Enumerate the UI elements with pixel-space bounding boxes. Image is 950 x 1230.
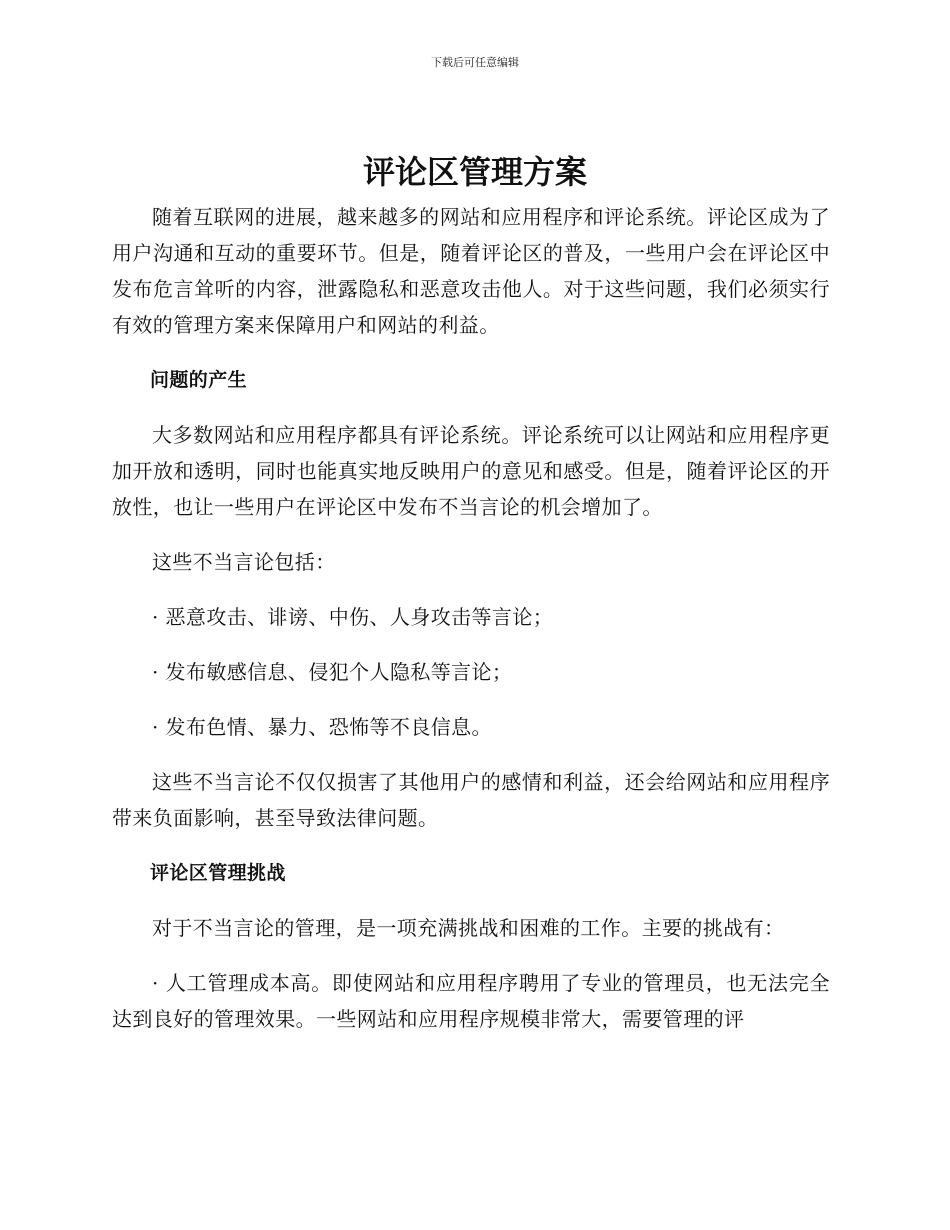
document-body (112, 199, 830, 1037)
intro-paragraph: 随着互联网的进展，越来越多的网站和应用程序和评论系统。评论区成为了用户沟通和互动的重要环节。但是，随着评论区的普及，一些用户会在评论区中发布危言耸听的内容，泄露隐私和恶意攻击他人。对于这些问题，我们必须实行有效的管理方案来保障用户和网站的利益。 (112, 205, 830, 337)
section-heading-challenges: 评论区管理挑战 (150, 862, 286, 884)
header-note: 下载后可任意编辑 (431, 56, 519, 69)
problem-paragraph: 大多数网站和应用程序都具有评论系统。评论系统可以让网站和应用程序更加开放和透明，同时也能真实地反映用户的意见和感受。但是，随着评论区的开放性，也让一些用户在评论区中发布不当言论的机会增加了。 (112, 423, 830, 519)
list-intro: 这些不当言论包括： (152, 550, 336, 574)
document-title: 评论区管理方案 (362, 153, 587, 191)
list-item: · 发布色情、暴力、恐怖等不良信息。 (152, 715, 492, 739)
impact-paragraph: 这些不当言论不仅仅损害了其他用户的感情和利益，还会给网站和应用程序带来负面影响，甚至导致法律问题。 (112, 770, 830, 830)
list-item: · 发布敏感信息、侵犯个人隐私等言论； (152, 660, 513, 684)
list-item: · 人工管理成本高。即使网站和应用程序聘用了专业的管理员，也无法完全达到良好的管理效果。一些网站和应用程序规模非常大，需要管理的评 (112, 971, 830, 1031)
list-item: · 恶意攻击、诽谤、中伤、人身攻击等言论； (152, 605, 554, 629)
challenges-intro: 对于不当言论的管理，是一项充满挑战和困难的工作。主要的挑战有： (152, 916, 785, 940)
section-heading-problem: 问题的产生 (150, 369, 248, 391)
